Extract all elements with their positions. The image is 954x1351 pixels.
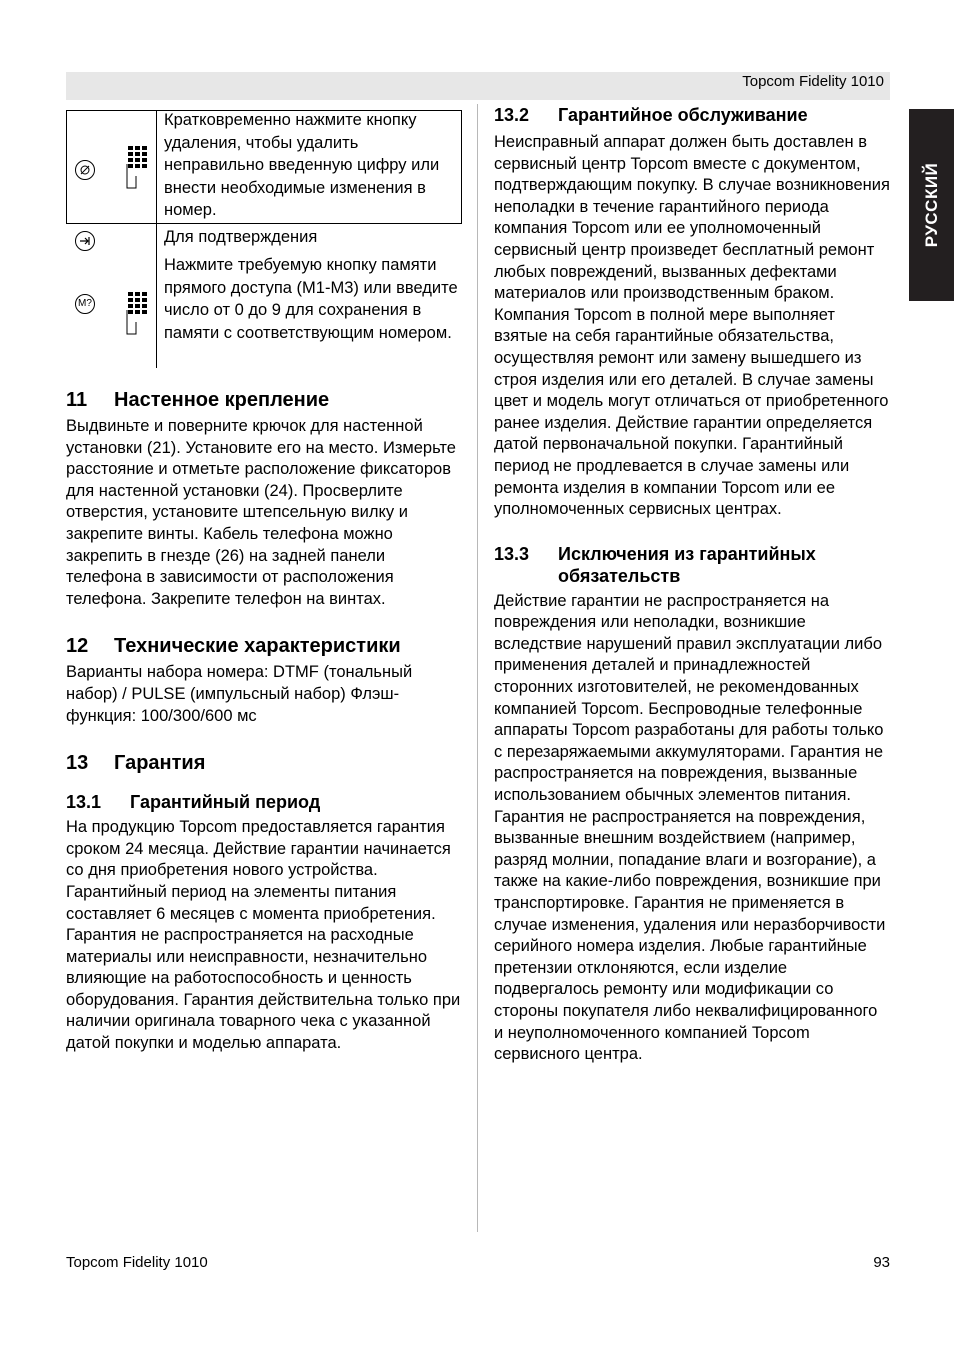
section-number: 13.1 bbox=[66, 792, 102, 813]
keypad-icon bbox=[124, 146, 148, 192]
page-number: 93 bbox=[873, 1254, 890, 1271]
key-table-text-confirm: Для подтверждения bbox=[164, 228, 318, 246]
language-tab-label: РУССКИЙ bbox=[921, 162, 941, 248]
language-tab bbox=[909, 109, 954, 301]
section-13-heading bbox=[66, 751, 462, 775]
memory-key-icon bbox=[75, 294, 95, 314]
section-13-3-body: Действие гарантии не распространяется на повреждения или неполадки, возникшие вследствие нарушений правил эксплуатации либо применения деталей и принадлежностей сторонних изготовителей, не рекомендованных компанией Topcom. Беспроводные телефонные аппараты Topcom разработаны для работы только с перезаряжаемыми аккумуляторами. Гарантия не распространяется на повреждения, вызванные использованием обычных элементов питания. Гарантия не распространяется на повреждения, вызванные внешним воздействием (например, разряд молнии, попадание влаги и возгорание), а также на какие-либо повреждения, возникшие при транспортировке. Гарантия не применяется в случае изменения, удаления или неразборчивости серийного номера изделия. Любые гарантийные претензии отклоняются, если изделие подвергалось ремонту или модификации со стороны покупателя либо неквалифицированного и неуполномоченного компанией Topcom сервисного центра. bbox=[494, 591, 886, 1064]
footer-product-name: Topcom Fidelity 1010 bbox=[66, 1254, 208, 1271]
section-number: 11 bbox=[66, 389, 88, 411]
confirm-key-icon bbox=[75, 231, 95, 251]
section-13-1-heading bbox=[66, 791, 462, 813]
section-number: 13 bbox=[66, 752, 89, 775]
page-header bbox=[66, 72, 890, 100]
section-11-body: Выдвиньте и поверните крючок для настенной установки (21). Установите его на место. Измерьте расстояние и отметьте расположение фиксаторов для настенной установки (24). Просверлите отверстия, установите штепсельную вилку и закрепите винты. Кабель телефона можно закрепить в гнезде (26) на задней панели телефона в зависимости от расположения телефона. Закрепите телефон на винтах. bbox=[66, 417, 456, 608]
key-table bbox=[66, 110, 462, 370]
section-13-2-body: Неисправный аппарат должен быть доставлен в сервисный центр Topcom вместе с документом, подтверждающим покупку. В случае возникновения неполадки в течение гарантийного периода компания Topcom или ее уполномоченный сервисный центр произведет бесплатный ремонт любых повреждений, вызванных дефектами материалов или производственным браком. Компания Topcom в полной мере выполняет взятые на себя гарантийные обязательства, осуществляя ремонт или замену вышедшего из строя изделия или его деталей. В случае замены цвет и модель могут отличаться от приобретенного ранее изделия. Действие гарантии определяется датой первоначальной покупки. Гарантийный период не продлевается в случае замены или ремонта изделия в компании Topcom или ее уполномоченных сервисных центрах. bbox=[494, 133, 890, 519]
section-title: Гарантийное обслуживание bbox=[558, 105, 808, 125]
section-number: 12 bbox=[66, 635, 89, 658]
section-11-heading bbox=[66, 388, 462, 412]
section-title: Гарантийный период bbox=[130, 792, 321, 813]
section-title: Технические характеристики bbox=[114, 635, 401, 658]
section-13-2-heading bbox=[494, 104, 890, 126]
clear-key-icon bbox=[75, 160, 95, 180]
section-title: Гарантия bbox=[114, 752, 206, 775]
right-column bbox=[494, 104, 890, 1066]
keypad-icon bbox=[124, 292, 148, 338]
section-13-1-body: На продукцию Topcom предоставляется гарантия сроком 24 месяца. Действие гарантии начинается со дня приобретения нового устройства. Гарантийный период на элементы питания составляет 6 месяцев с момента приобретения. Гарантия не распространяется на расходные материалы или неисправности, незначительно влияющие на работоспособность и ценность оборудования. Гарантия действительна только при наличии оригинала товарного чека с указанной датой покупки и моделью аппарата. bbox=[66, 818, 461, 1053]
section-number: 13.2 bbox=[494, 105, 530, 125]
memory-key-icon-label: M? bbox=[78, 298, 92, 309]
section-title: Исключения из гарантийных обязательств bbox=[558, 543, 816, 586]
column-divider bbox=[477, 104, 478, 1232]
header-title: Topcom Fidelity 1010 bbox=[742, 73, 884, 90]
key-table-divider bbox=[156, 110, 157, 368]
left-column bbox=[66, 110, 462, 1055]
section-number: 13.3 bbox=[494, 543, 530, 564]
section-12-body: Варианты набора номера: DTMF (тональный набор) / PULSE (импульсный набор) Флэш-функция: 100/300/600 мс bbox=[66, 663, 413, 725]
section-title: Настенное крепление bbox=[114, 389, 330, 411]
section-13-3-heading bbox=[494, 543, 890, 587]
section-12-heading bbox=[66, 634, 462, 658]
key-table-text-memory: Нажмите требуемую кнопку памяти прямого доступа (M1-M3) или введите число от 0 до 9 для сохранения в памяти с соответствующим номером. bbox=[164, 256, 458, 342]
key-table-text-clear: Кратковременно нажмите кнопку удаления, чтобы удалить неправильно введенную цифру или внести необходимые изменения в номер. bbox=[164, 111, 440, 220]
